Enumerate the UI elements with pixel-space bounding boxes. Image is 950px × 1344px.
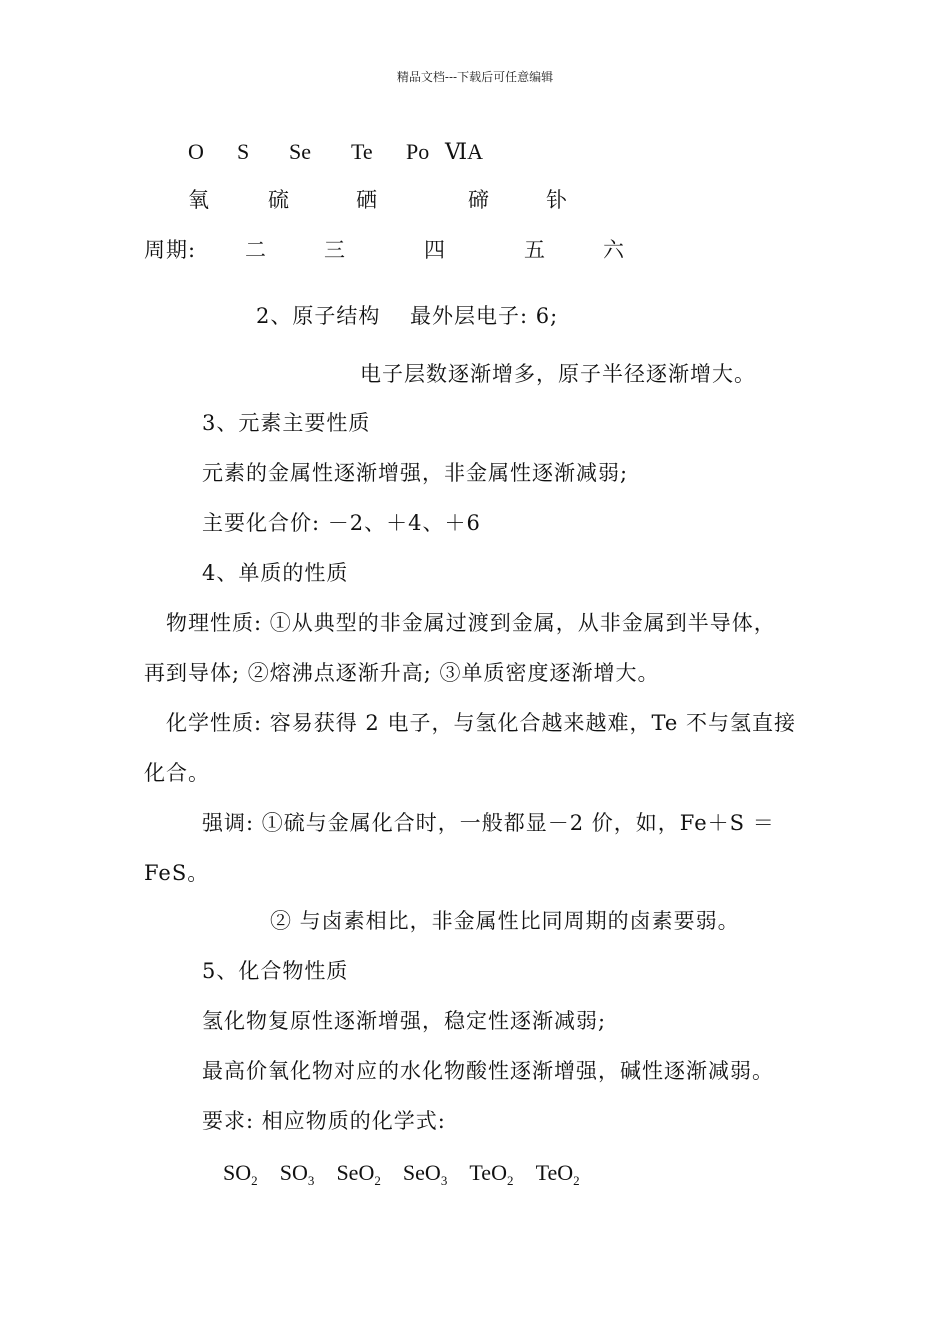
period-2: 二: [245, 238, 267, 262]
text-line: 强调: ①硫与金属化合时，一般都显－2 价，如，Fe＋S ＝: [202, 811, 775, 835]
period-3: 三: [324, 238, 346, 262]
page-header: 精品文档---下载后可任意编辑: [396, 70, 554, 84]
symbol-po: Po: [406, 139, 430, 164]
section-heading: 5、化合物性质: [202, 959, 349, 983]
period-label: 周期:: [144, 238, 197, 262]
formula: $SO_3$: [279, 1160, 315, 1188]
symbol-te: Te: [351, 139, 373, 164]
text-line: 主要化合价: －2、＋4、＋6: [202, 511, 481, 535]
name-polonium: 钋: [546, 188, 568, 212]
text-line: 电子层数逐渐增多，原子半径逐渐增大。: [360, 362, 756, 386]
name-oxygen: 氧: [188, 188, 210, 212]
section-heading: 4、单质的性质: [202, 561, 349, 585]
text-line: 元素的金属性逐渐增强，非金属性逐渐减弱;: [202, 461, 629, 485]
section-atomic-structure: 2、原子结构 最外层电子: 6;: [256, 304, 559, 328]
symbol-o: O: [188, 139, 204, 164]
text-line: FeS。: [144, 861, 210, 885]
text-line: 化学性质: 容易获得 2 电子，与氢化合越来越难，Te 不与氢直接: [166, 711, 796, 735]
name-selenium: 硒: [356, 188, 378, 212]
name-tellurium: 碲: [468, 188, 490, 212]
symbol-se: Se: [289, 139, 311, 164]
text-line: ② 与卤素相比，非金属性比同周期的卤素要弱。: [270, 909, 740, 933]
group-label: ⅥA: [445, 139, 484, 164]
period-6: 六: [603, 238, 625, 262]
formula-row: [223, 1160, 597, 1186]
symbol-s: S: [237, 139, 250, 164]
formula: SeO$_3$: [402, 1160, 448, 1188]
text-line: 最高价氧化物对应的水化物酸性逐渐增强，碱性逐渐减弱。: [202, 1059, 774, 1083]
name-sulfur: 硫: [268, 188, 290, 212]
text-line: 化合。: [144, 761, 210, 785]
text-line: 再到导体; ②熔沸点逐渐升高; ③单质密度逐渐增大。: [144, 661, 660, 685]
period-4: 四: [424, 238, 446, 262]
formula: SeO$_2$: [336, 1160, 381, 1188]
formula: TeO$_2$: [469, 1160, 514, 1188]
text-line: 要求: 相应物质的化学式:: [202, 1109, 446, 1133]
section-heading: 3、元素主要性质: [202, 411, 371, 435]
period-5: 五: [524, 238, 546, 262]
formula: TeO$_2$: [535, 1160, 580, 1188]
text-line: 物理性质: ①从典型的非金属过渡到金属，从非金属到半导体，: [166, 611, 776, 635]
text-line: 氢化物复原性逐渐增强，稳定性逐渐减弱;: [202, 1009, 607, 1033]
formula: $SO_2$: [223, 1160, 258, 1188]
